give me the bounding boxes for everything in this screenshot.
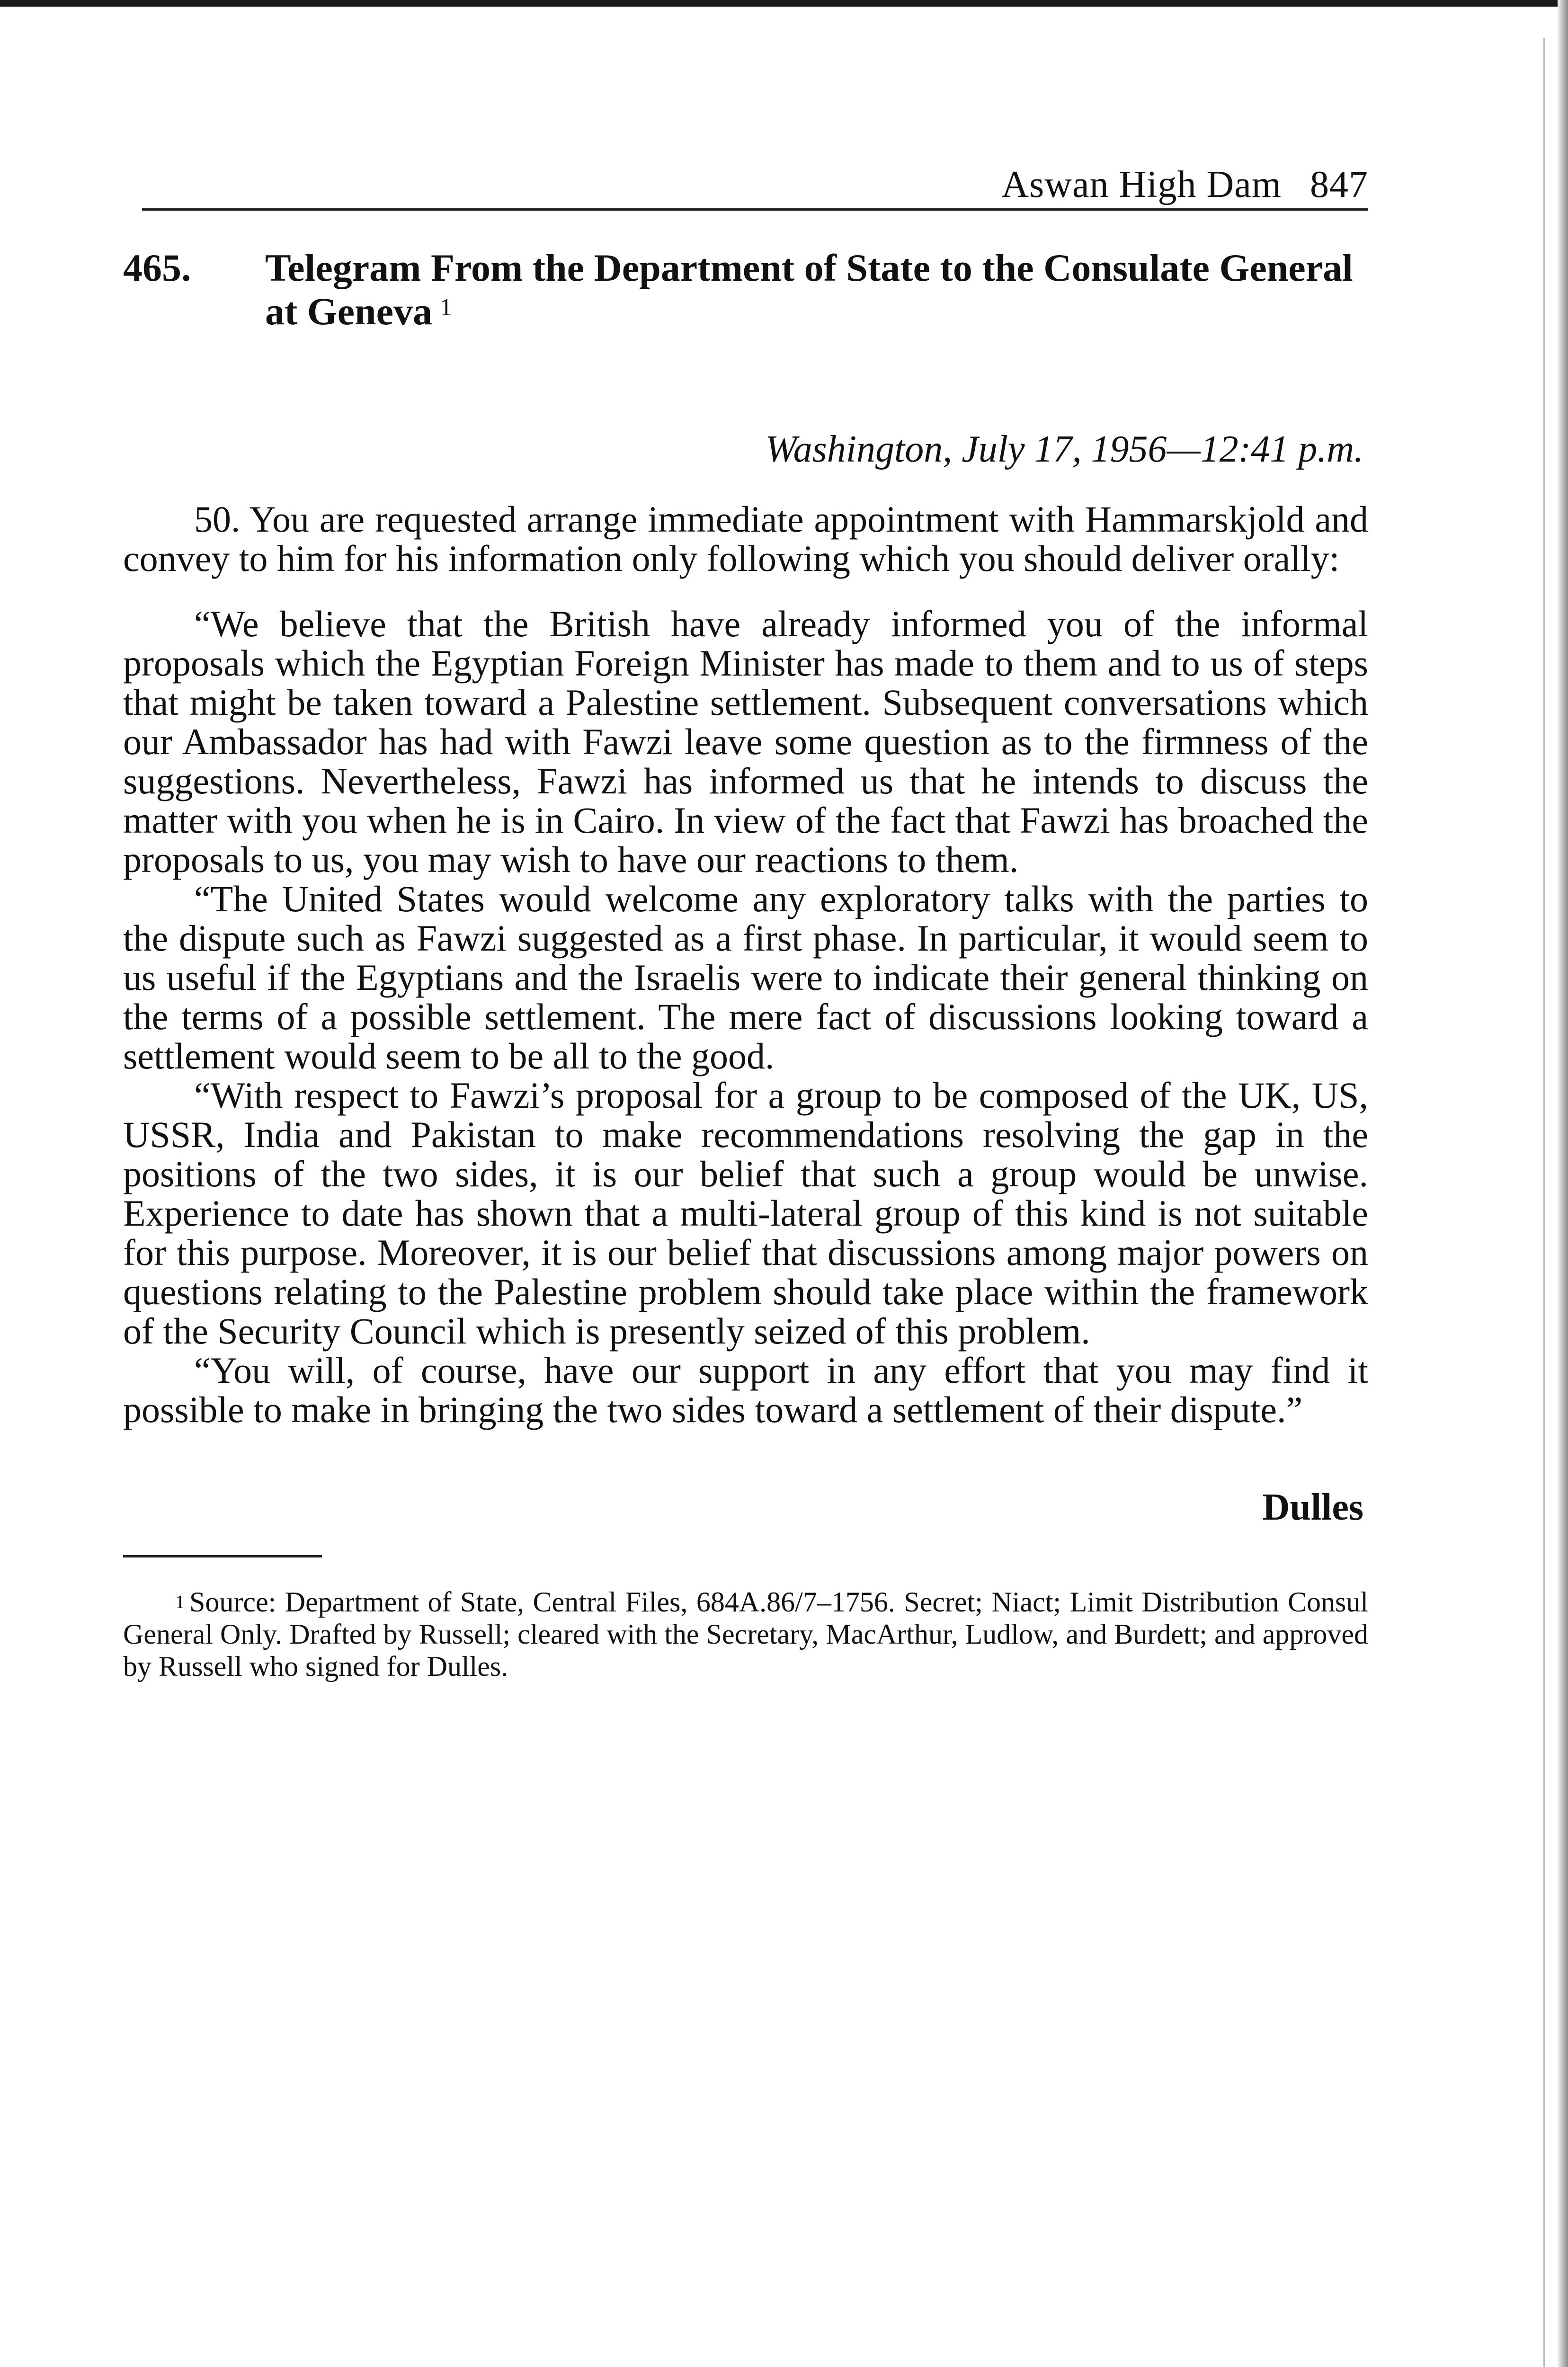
running-head [142,142,1368,211]
paragraph-4: “With respect to Fawzi’s proposal for a group to be composed of the UK, US, USSR, India and Pakistan to make recommendations resolving the gap in the positions of the two sides, it is our belief that such a group would be unwise. Experience to date has shown that a multi-lateral group of this kind is not suitable for this purpose. Moreover, it is our belief that discussions among major powers on questions relating to the Palestine problem should take place within the framework of the Security Council which is presently seized of this problem. [123,1075,1368,1352]
document-title-block [265,246,1368,333]
document-heading [123,246,1368,333]
footnote-reference: 1 [439,294,452,321]
dateline: Washington, July 17, 1956—12:41 p.m. [765,428,1363,470]
telegram-body [123,499,1368,1429]
page-number: 847 [1310,164,1368,205]
footnote-text: Source: Department of State, Central Files, 684A.86/7–1756. Secret; Niact; Limit Distribution Consul General Only. Drafted by Russell; cleared with the Secretary, MacArthur, Ludlow, and Burdett; and approved by Russell who signed for Dulles. [123,1586,1368,1682]
paragraph-3: “The United States would welcome any exploratory talks with the parties to the dispute such as Fawzi suggested as a first phase. In particular, it would seem to us useful if the Egyptians and the Israelis were to indicate their general thinking on the terms of a possible settlement. The mere fact of discussions looking toward a settlement would seem to be all to the good. [123,878,1368,1077]
running-head-text [1001,163,1368,206]
footnote-marker: 1 [175,1591,185,1612]
paragraph-5: “You will, of course, have our support in any effort that you may find it possible to make in bringing the two sides toward a settlement of their dispute.” [123,1350,1368,1430]
page [123,142,1368,1682]
document-number: 465. [123,246,191,289]
document-title: Telegram From the Department of State to the Consulate General at Geneva [265,246,1353,333]
signature: Dulles [1262,1486,1363,1528]
paragraph-2: “We believe that the British have already informed you of the informal proposals which the Egyptian Foreign Minister has made to them and to us of steps that might be taken toward a Palestine settlement. Subsequent conversations which our Ambassador has had with Fawzi leave some question as to the firmness of the suggestions. Nevertheless, Fawzi has informed us that he intends to discuss the matter with you when he is in Cairo. In view of the fact that Fawzi has broached the proposals to us, you may wish to have our reactions to them. [123,603,1368,880]
running-head-title: Aswan High Dam [1001,164,1282,205]
scan-gutter-line [1543,38,1545,2367]
paragraph-1: 50. You are requested arrange immediate appointment with Hammarskjold and convey to him for his information only following which you should deliver orally: [123,498,1368,579]
footnote-divider [123,1555,322,1557]
scan-top-edge [0,0,1568,7]
scan-right-edge [1558,0,1568,2367]
footnote [123,1586,1368,1682]
